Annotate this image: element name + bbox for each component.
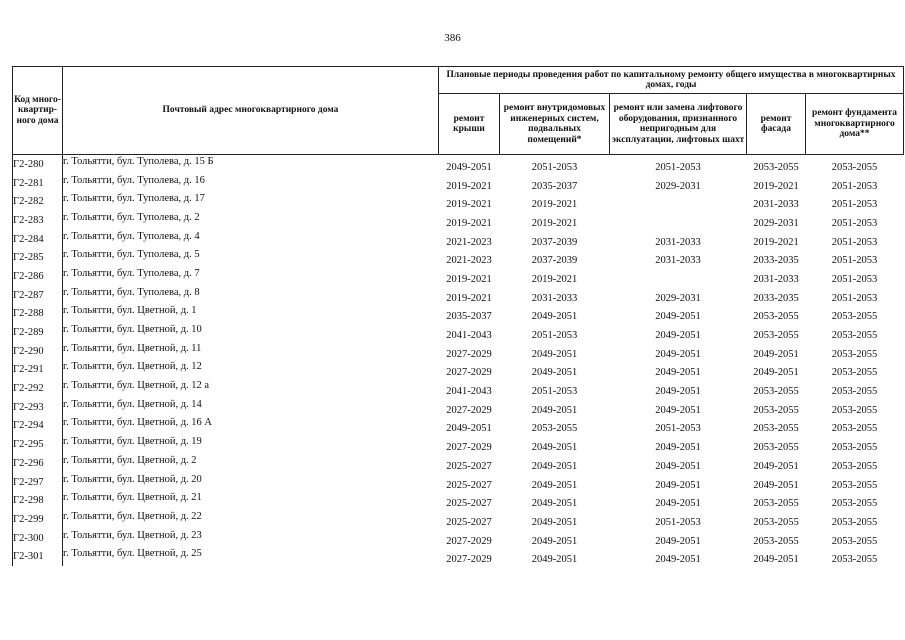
roof-period: 2035-2037: [446, 311, 492, 323]
house-code: Г2-286: [13, 267, 63, 286]
facade-period: 2053-2055: [753, 404, 799, 416]
header-periods-group: Плановые периоды проведения работ по капитальному ремонту общего имущества в многоквартирных домах, годы: [439, 67, 904, 94]
house-address: г. Тольятти, бул. Цветной, д. 19: [63, 436, 202, 448]
elevator-period: [610, 270, 747, 289]
facade-period: 2049-2051: [753, 460, 799, 472]
engineering-period: 2049-2051: [531, 460, 578, 472]
house-code: Г2-293: [13, 398, 63, 417]
roof-period: 2021-2023: [446, 236, 492, 248]
table-row: [13, 547, 904, 566]
elevator-period: 2031-2033: [655, 236, 701, 248]
roof-period: 2019-2021: [446, 292, 492, 304]
engineering-period: 2051-2053: [531, 386, 578, 398]
repair-schedule-table: [12, 66, 904, 566]
house-address: г. Тольятти, бул. Цветной, д. 10: [63, 324, 202, 336]
foundation-period: 2053-2055: [831, 330, 878, 342]
house-address: г. Тольятти, бул. Цветной, д. 22: [63, 510, 202, 522]
elevator-period: 2049-2051: [655, 479, 701, 491]
header-roof: ремонт крыши: [439, 94, 500, 155]
house-address: г. Тольятти, бул. Цветной, д. 20: [63, 473, 202, 485]
facade-period: 2053-2055: [753, 423, 799, 435]
house-code: Г2-284: [13, 230, 63, 249]
foundation-period: 2053-2055: [831, 386, 878, 398]
foundation-period: 2051-2053: [831, 199, 878, 211]
header-facade: ремонт фасада: [747, 94, 806, 155]
engineering-period: 2031-2033: [531, 292, 578, 304]
engineering-period: 2053-2055: [531, 423, 578, 435]
elevator-period: 2029-2031: [655, 180, 701, 192]
foundation-period: 2053-2055: [831, 516, 878, 528]
header-foundation: ремонт фундамента многоквартирного дома**: [806, 94, 904, 155]
elevator-period: [610, 214, 747, 233]
facade-period: 2053-2055: [753, 386, 799, 398]
roof-period: 2027-2029: [446, 348, 492, 360]
facade-period: 2019-2021: [753, 236, 799, 248]
foundation-period: 2051-2053: [831, 180, 878, 192]
roof-period: 2019-2021: [446, 199, 492, 211]
house-code: Г2-297: [13, 473, 63, 492]
facade-period: 2053-2055: [753, 311, 799, 323]
house-code: Г2-292: [13, 379, 63, 398]
house-code: Г2-295: [13, 435, 63, 454]
elevator-period: 2031-2033: [655, 255, 701, 267]
facade-period: 2053-2055: [753, 535, 799, 547]
engineering-period: 2037-2039: [531, 236, 578, 248]
elevator-period: [610, 195, 747, 214]
house-address: г. Тольятти, бул. Цветной, д. 14: [63, 398, 202, 410]
facade-period: 2053-2055: [753, 330, 799, 342]
foundation-period: 2053-2055: [831, 367, 878, 379]
roof-period: 2025-2027: [446, 498, 492, 510]
header-elevator: ремонт или замена лифтового оборудования, признанного непригодным для эксплуатации, лифтовых шахт: [610, 94, 747, 155]
engineering-period: 2037-2039: [531, 255, 578, 267]
house-address: г. Тольятти, бул. Туполева, д. 5: [63, 249, 200, 261]
roof-period: 2019-2021: [446, 273, 492, 285]
engineering-period: 2049-2051: [531, 367, 578, 379]
house-address: г. Тольятти, бул. Туполева, д. 4: [63, 230, 200, 242]
facade-period: 2031-2033: [753, 199, 799, 211]
header-code: Код много-квартир-ного дома: [13, 67, 63, 155]
roof-period: 2027-2029: [446, 404, 492, 416]
engineering-period: 2049-2051: [531, 442, 578, 454]
house-address: г. Тольятти, бул. Туполева, д. 2: [63, 211, 200, 223]
engineering-period: 2051-2053: [531, 161, 578, 173]
house-code: Г2-290: [13, 342, 63, 361]
engineering-period: 2019-2021: [531, 273, 578, 285]
house-address: г. Тольятти, бул. Цветной, д. 12: [63, 361, 202, 373]
facade-period: 2049-2051: [753, 367, 799, 379]
foundation-period: 2053-2055: [831, 311, 878, 323]
house-code: Г2-287: [13, 286, 63, 305]
house-code: Г2-285: [13, 248, 63, 267]
house-code: Г2-298: [13, 491, 63, 510]
house-code: Г2-300: [13, 529, 63, 548]
elevator-period: 2049-2051: [655, 330, 701, 342]
elevator-period: 2049-2051: [655, 404, 701, 416]
foundation-period: 2053-2055: [831, 442, 878, 454]
foundation-period: 2053-2055: [831, 348, 878, 360]
elevator-period: 2049-2051: [655, 498, 701, 510]
facade-period: 2053-2055: [753, 516, 799, 528]
elevator-period: 2049-2051: [655, 554, 701, 566]
elevator-period: 2049-2051: [655, 535, 701, 547]
foundation-period: 2053-2055: [831, 554, 878, 566]
elevator-period: 2049-2051: [655, 348, 701, 360]
house-address: г. Тольятти, бул. Цветной, д. 12 а: [63, 380, 210, 392]
header-address: Почтовый адрес многоквартирного дома: [63, 67, 439, 155]
facade-period: 2031-2033: [753, 273, 799, 285]
elevator-period: 2049-2051: [655, 367, 701, 379]
house-code: Г2-301: [13, 547, 63, 566]
elevator-period: 2049-2051: [655, 460, 701, 472]
foundation-period: 2053-2055: [831, 460, 878, 472]
facade-period: 2029-2031: [753, 217, 799, 229]
roof-period: 2025-2027: [446, 460, 492, 472]
engineering-period: 2035-2037: [531, 180, 578, 192]
house-address: г. Тольятти, бул. Туполева, д. 8: [63, 286, 200, 298]
house-address: г. Тольятти, бул. Цветной, д. 23: [63, 529, 202, 541]
house-code: Г2-288: [13, 305, 63, 324]
house-address: г. Тольятти, бул. Цветной, д. 2: [63, 454, 197, 466]
facade-period: 2053-2055: [753, 498, 799, 510]
house-code: Г2-291: [13, 361, 63, 380]
facade-period: 2053-2055: [753, 161, 799, 173]
facade-period: 2033-2035: [753, 255, 799, 267]
foundation-period: 2053-2055: [831, 479, 878, 491]
engineering-period: 2049-2051: [531, 535, 578, 547]
engineering-period: 2049-2051: [531, 516, 578, 528]
engineering-period: 2019-2021: [531, 217, 578, 229]
engineering-period: 2049-2051: [531, 479, 578, 491]
elevator-period: 2051-2053: [655, 161, 701, 173]
foundation-period: 2053-2055: [831, 161, 878, 173]
roof-period: 2027-2029: [446, 535, 492, 547]
foundation-period: 2053-2055: [831, 498, 878, 510]
table-body: [13, 155, 904, 567]
elevator-period: 2051-2053: [655, 516, 701, 528]
house-address: г. Тольятти, бул. Туполева, д. 16: [63, 174, 205, 186]
facade-period: 2049-2051: [753, 348, 799, 360]
engineering-period: 2049-2051: [531, 348, 578, 360]
house-address: г. Тольятти, бул. Цветной, д. 16 А: [63, 417, 212, 429]
foundation-period: 2051-2053: [831, 273, 878, 285]
roof-period: 2049-2051: [446, 161, 492, 173]
house-address: г. Тольятти, бул. Туполева, д. 15 Б: [63, 155, 214, 167]
roof-period: 2041-2043: [446, 330, 492, 342]
engineering-period: 2051-2053: [531, 330, 578, 342]
house-code: Г2-282: [13, 192, 63, 211]
foundation-period: 2051-2053: [831, 255, 878, 267]
roof-period: 2025-2027: [446, 479, 492, 491]
facade-period: 2049-2051: [753, 554, 799, 566]
foundation-period: 2051-2053: [831, 217, 878, 229]
page-number: 386: [444, 32, 461, 44]
foundation-period: 2051-2053: [831, 236, 878, 248]
house-address: г. Тольятти, бул. Цветной, д. 1: [63, 305, 197, 317]
house-code: Г2-299: [13, 510, 63, 529]
header-engineering: ремонт внутридомовых инженерных систем, подвальных помещений*: [500, 94, 610, 155]
house-address: г. Тольятти, бул. Цветной, д. 21: [63, 492, 202, 504]
roof-period: 2049-2051: [446, 423, 492, 435]
roof-period: 2041-2043: [446, 386, 492, 398]
house-code: Г2-289: [13, 323, 63, 342]
roof-period: 2019-2021: [446, 180, 492, 192]
elevator-period: 2049-2051: [655, 311, 701, 323]
foundation-period: 2053-2055: [831, 535, 878, 547]
house-address: г. Тольятти, бул. Туполева, д. 7: [63, 267, 200, 279]
house-code: Г2-281: [13, 174, 63, 193]
house-address: г. Тольятти, бул. Туполева, д. 17: [63, 193, 205, 205]
facade-period: 2019-2021: [753, 180, 799, 192]
foundation-period: 2051-2053: [831, 292, 878, 304]
house-code: Г2-296: [13, 454, 63, 473]
foundation-period: 2053-2055: [831, 404, 878, 416]
facade-period: 2033-2035: [753, 292, 799, 304]
elevator-period: 2049-2051: [655, 442, 701, 454]
facade-period: 2049-2051: [753, 479, 799, 491]
house-code: Г2-294: [13, 417, 63, 436]
roof-period: 2025-2027: [446, 516, 492, 528]
roof-period: 2027-2029: [446, 367, 492, 379]
engineering-period: 2049-2051: [531, 554, 578, 566]
house-address: г. Тольятти, бул. Цветной, д. 25: [63, 548, 202, 560]
facade-period: 2053-2055: [753, 442, 799, 454]
elevator-period: 2049-2051: [655, 386, 701, 398]
roof-period: 2027-2029: [446, 442, 492, 454]
house-code: Г2-283: [13, 211, 63, 230]
engineering-period: 2049-2051: [531, 404, 578, 416]
house-address: г. Тольятти, бул. Цветной, д. 11: [63, 342, 202, 354]
elevator-period: 2051-2053: [655, 423, 701, 435]
roof-period: 2027-2029: [446, 554, 492, 566]
engineering-period: 2049-2051: [531, 311, 578, 323]
engineering-period: 2049-2051: [531, 498, 578, 510]
roof-period: 2021-2023: [446, 255, 492, 267]
house-code: Г2-280: [13, 155, 63, 174]
engineering-period: 2019-2021: [531, 199, 578, 211]
roof-period: 2019-2021: [446, 217, 492, 229]
foundation-period: 2053-2055: [831, 423, 878, 435]
elevator-period: 2029-2031: [655, 292, 701, 304]
